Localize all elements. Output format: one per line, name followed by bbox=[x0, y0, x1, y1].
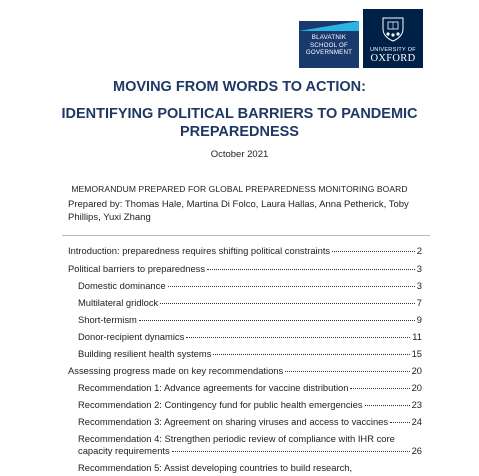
toc-leader bbox=[332, 251, 415, 252]
oxford-logo-small-text: UNIVERSITY OF bbox=[370, 47, 416, 53]
toc-leader bbox=[390, 422, 410, 423]
toc-entry-label: Recommendation 2: Contingency fund for public health emergencies bbox=[78, 399, 363, 410]
toc-entry[interactable] bbox=[78, 280, 422, 294]
toc-entry-label: Multilateral gridlock bbox=[78, 297, 159, 308]
toc-entry-label: Recommendation 1: Advance agreements for vaccine distribution bbox=[78, 382, 349, 393]
toc-entry-label: Short-termism bbox=[78, 314, 137, 325]
toc-entry-label: Recommendation 3: Agreement on sharing viruses and access to vaccines bbox=[78, 416, 389, 427]
toc-entry[interactable] bbox=[68, 365, 422, 379]
toc-entry[interactable] bbox=[78, 348, 422, 362]
toc-entry-label: Political barriers to preparedness bbox=[68, 263, 206, 274]
oxford-logo bbox=[363, 9, 423, 68]
toc-entry-page: 20 bbox=[411, 382, 422, 393]
blavatnik-logo-line1: BLAVATNIK bbox=[311, 34, 347, 41]
toc-entry[interactable] bbox=[68, 263, 422, 277]
blavatnik-logo bbox=[299, 9, 359, 68]
toc-leader bbox=[160, 303, 415, 304]
toc-entry-label-line1: Recommendation 4: Strengthen periodic review of compliance with IHR core bbox=[78, 433, 395, 444]
toc-leader bbox=[350, 388, 409, 389]
memorandum-line: MEMORANDUM PREPARED FOR GLOBAL PREPAREDNESS MONITORING BOARD bbox=[71, 184, 408, 194]
toc-entry-page: 15 bbox=[411, 348, 422, 359]
toc-entry[interactable] bbox=[78, 331, 422, 345]
toc-entry-label: Donor-recipient dynamics bbox=[78, 331, 185, 342]
toc-entry[interactable] bbox=[78, 314, 422, 328]
oxford-crest-icon bbox=[380, 16, 406, 42]
title-line-1: MOVING FROM WORDS TO ACTION: bbox=[113, 79, 366, 95]
toc-entry-page: 2 bbox=[416, 245, 422, 256]
blavatnik-logo-line3: GOVERNMENT bbox=[305, 49, 353, 56]
toc-top-rule bbox=[62, 235, 430, 236]
toc-entry-label: Assessing progress made on key recommendations bbox=[68, 365, 284, 376]
toc-entry[interactable] bbox=[78, 416, 422, 430]
document-date: October 2021 bbox=[210, 149, 269, 160]
blavatnik-logo-line2: SCHOOL OF bbox=[309, 41, 348, 49]
toc-leader bbox=[139, 320, 415, 321]
toc-entry[interactable] bbox=[78, 399, 422, 413]
toc-entry[interactable] bbox=[68, 245, 422, 259]
toc-entry-label: Recommendation 5: Assist developing countries to build research, bbox=[78, 462, 353, 473]
toc-entry-page: 3 bbox=[416, 280, 422, 291]
title-line-3: PREPAREDNESS bbox=[180, 124, 299, 140]
oxford-logo-big-text: OXFORD bbox=[370, 53, 416, 64]
toc-entry-page: 9 bbox=[416, 314, 422, 325]
toc-entry-page: 3 bbox=[416, 263, 422, 274]
toc-entry-page: 7 bbox=[416, 297, 422, 308]
toc-leader bbox=[365, 405, 410, 406]
toc-entry[interactable] bbox=[78, 433, 422, 456]
toc-entry[interactable] bbox=[78, 297, 422, 311]
toc-entry-label: Introduction: preparedness requires shifting political constraints bbox=[68, 245, 331, 256]
title-line-2: IDENTIFYING POLITICAL BARRIERS TO PANDEMIC bbox=[61, 106, 418, 122]
toc-entry-page: 26 bbox=[411, 444, 422, 456]
toc-entry-label: Building resilient health systems bbox=[78, 348, 212, 359]
toc-leader bbox=[168, 286, 415, 287]
toc-entry-label-line2: capacity requirements bbox=[78, 444, 170, 456]
authors: Prepared by: Thomas Hale, Martina Di Folco, Laura Hallas, Anna Petherick, Toby Phillips, Yuxi Zhang bbox=[68, 199, 409, 223]
toc-entry-page: 20 bbox=[411, 365, 422, 376]
toc-leader bbox=[213, 354, 409, 355]
toc-entry-page: 23 bbox=[411, 399, 422, 410]
toc-entry-page: 11 bbox=[412, 331, 422, 342]
toc-leader bbox=[207, 269, 415, 270]
toc-leader bbox=[285, 371, 409, 372]
toc-entry-page: 24 bbox=[411, 416, 422, 427]
toc-entry[interactable] bbox=[78, 382, 422, 396]
toc-leader bbox=[186, 337, 410, 338]
toc-entry-label: Domestic dominance bbox=[78, 280, 166, 291]
toc-leader bbox=[172, 451, 410, 452]
toc-entry[interactable] bbox=[78, 462, 422, 476]
